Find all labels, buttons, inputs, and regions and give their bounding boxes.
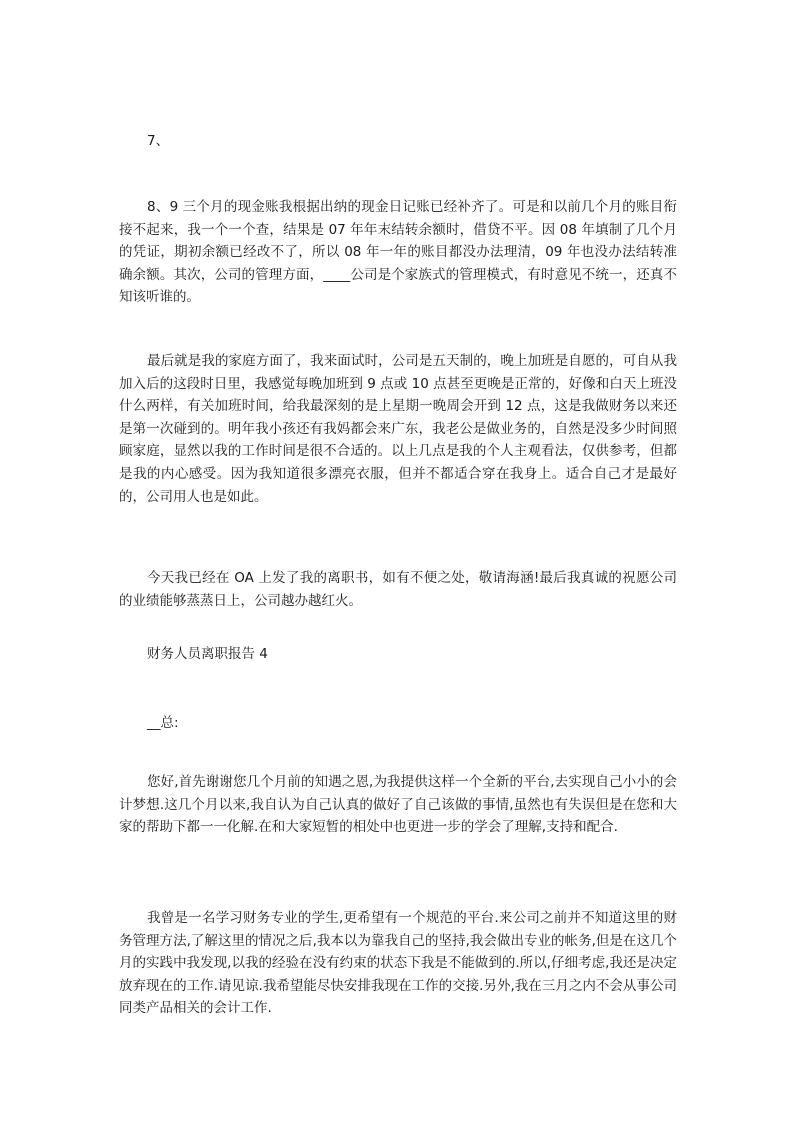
paragraph-7: 7、: [147, 133, 170, 149]
paragraph-accounts: 8、9 三个月的现金账我根据出纳的现金日记账已经补齐了。可是和以前几个月的账目衔接不起来，我一个一个查，结果是 07 年年末结转余额时，借贷不平。因 08 年填制了几个月的凭证，期初余额已经改不了，所以 08 年一年的账目都没办法理清，09 年也没办法结转准确余额。其次，公司的管理方面，____公司是个家族式的管理模式，有时意见不统一，还真不知该听谁的。: [119, 199, 677, 306]
paragraph-background: 我曾是一名学习财务专业的学生,更希望有一个规范的平台.来公司之前并不知道这里的财务管理方法,了解这里的情况之后,我本以为靠我自己的坚持,我会做出专业的帐务,但是在这几个月的实践中我发现,以我的经验在没有约束的状态下我是不能做到的.所以,仔细考虑,我还是决定放弃现在的工作.请见谅.我希望能尽快安排我现在工作的交接.另外,我在三月之内不会从事公司同类产品相关的会计工作.: [119, 910, 677, 1017]
paragraph-family: 最后就是我的家庭方面了，我来面试时，公司是五天制的，晚上加班是自愿的，可自从我加入后的这段时日里，我感觉每晚加班到 9 点或 10 点甚至更晚是正常的，好像和白天上班没什么两样，有关加班时间，给我最深刻的是上星期一晚周会开到 12 点，这是我做财务以来还是第一次碰到的。明年我小孩还有我妈都会来广东，我老公是做业务的，自然是没多少时间照顾家庭，显然以我的工作时间是很不合适的。以上几点是我的个人主观看法，仅供参考，但都是我的内心感受。因为我知道很多漂亮衣服，但并不都适合穿在我身上。适合自己才是最好的，公司用人也是如此。: [119, 353, 677, 505]
paragraph-greeting: 您好,首先谢谢您几个月前的知遇之恩,为我提供这样一个全新的平台,去实现自己小小的会计梦想.这几个月以来,我自认为自己认真的做好了自己该做的事情,虽然也有失误但是在您和大家的帮助下都一一化解.在和大家短暂的相处中也更进一步的学会了理解,支持和配合.: [119, 774, 677, 836]
paragraph-resignation-oa: 今天我已经在 OA 上发了我的离职书，如有不便之处，敬请海涵!最后我真诚的祝愿公司的业绩能够蒸蒸日上，公司越办越红火。: [119, 570, 677, 609]
salutation: __总:: [147, 715, 179, 731]
section-title: 财务人员离职报告 4: [147, 646, 268, 662]
